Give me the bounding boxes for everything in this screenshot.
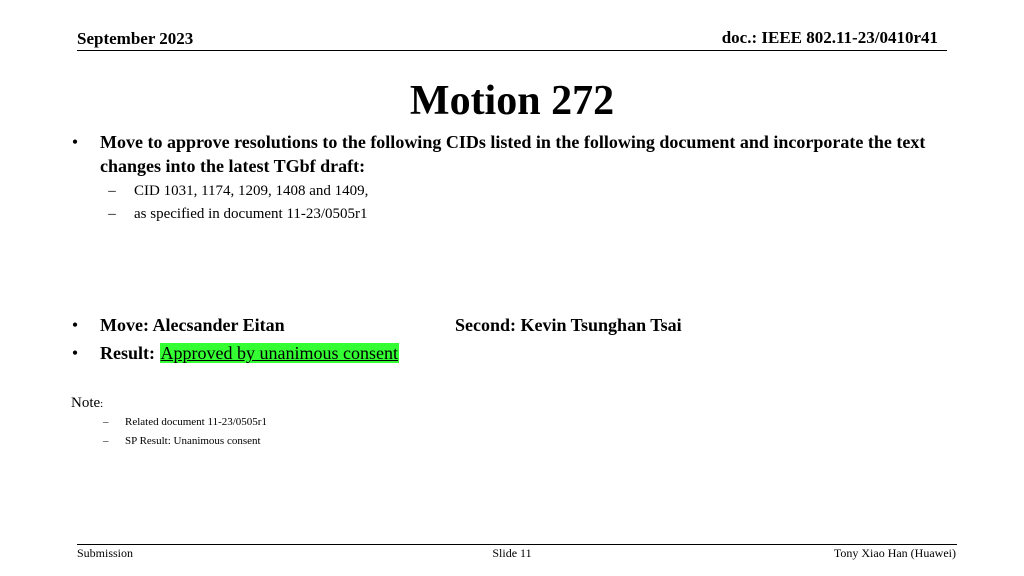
result-label: Result: <box>100 343 155 363</box>
header-divider <box>77 50 947 51</box>
slide-title: Motion 272 <box>409 78 615 124</box>
motion-bullet: • <box>71 132 79 152</box>
sub-item-document: as specified in document 11-23/0505r1 <box>134 206 368 222</box>
note-item-dash: – <box>103 416 109 428</box>
result-bullet: • <box>71 343 79 363</box>
note-heading <box>71 393 103 414</box>
note-item-dash: – <box>103 435 109 447</box>
footer-submission: Submission <box>77 546 134 560</box>
mover-text: Move: Alecsander Eitan <box>100 315 285 335</box>
motion-text: Move to approve resolutions to the following CIDs listed in the following document and incorporate the text changes into the latest TGbf draft: <box>100 132 926 176</box>
seconder-text: Second: Kevin Tsunghan Tsai <box>455 315 682 335</box>
sub-item-cids: CID 1031, 1174, 1209, 1408 and 1409, <box>134 183 369 199</box>
note-colon: : <box>100 398 104 410</box>
note-item-sp-result: SP Result: Unanimous consent <box>125 435 261 447</box>
header-date: September 2023 <box>77 29 194 48</box>
mover-bullet: • <box>71 315 79 335</box>
note-label: Note <box>71 395 101 411</box>
footer-divider <box>77 544 957 545</box>
note-item-related-doc: Related document 11-23/0505r1 <box>125 416 267 428</box>
header-doc-id: doc.: IEEE 802.11-23/0410r41 <box>721 28 938 47</box>
result-line <box>100 341 399 365</box>
footer-slide-number: Slide 11 <box>492 546 532 560</box>
sub-item-dash: – <box>108 183 116 199</box>
footer-author: Tony Xiao Han (Huawei) <box>833 546 956 560</box>
sub-item-dash: – <box>108 206 116 222</box>
result-value: Approved by unanimous consent <box>160 343 398 363</box>
